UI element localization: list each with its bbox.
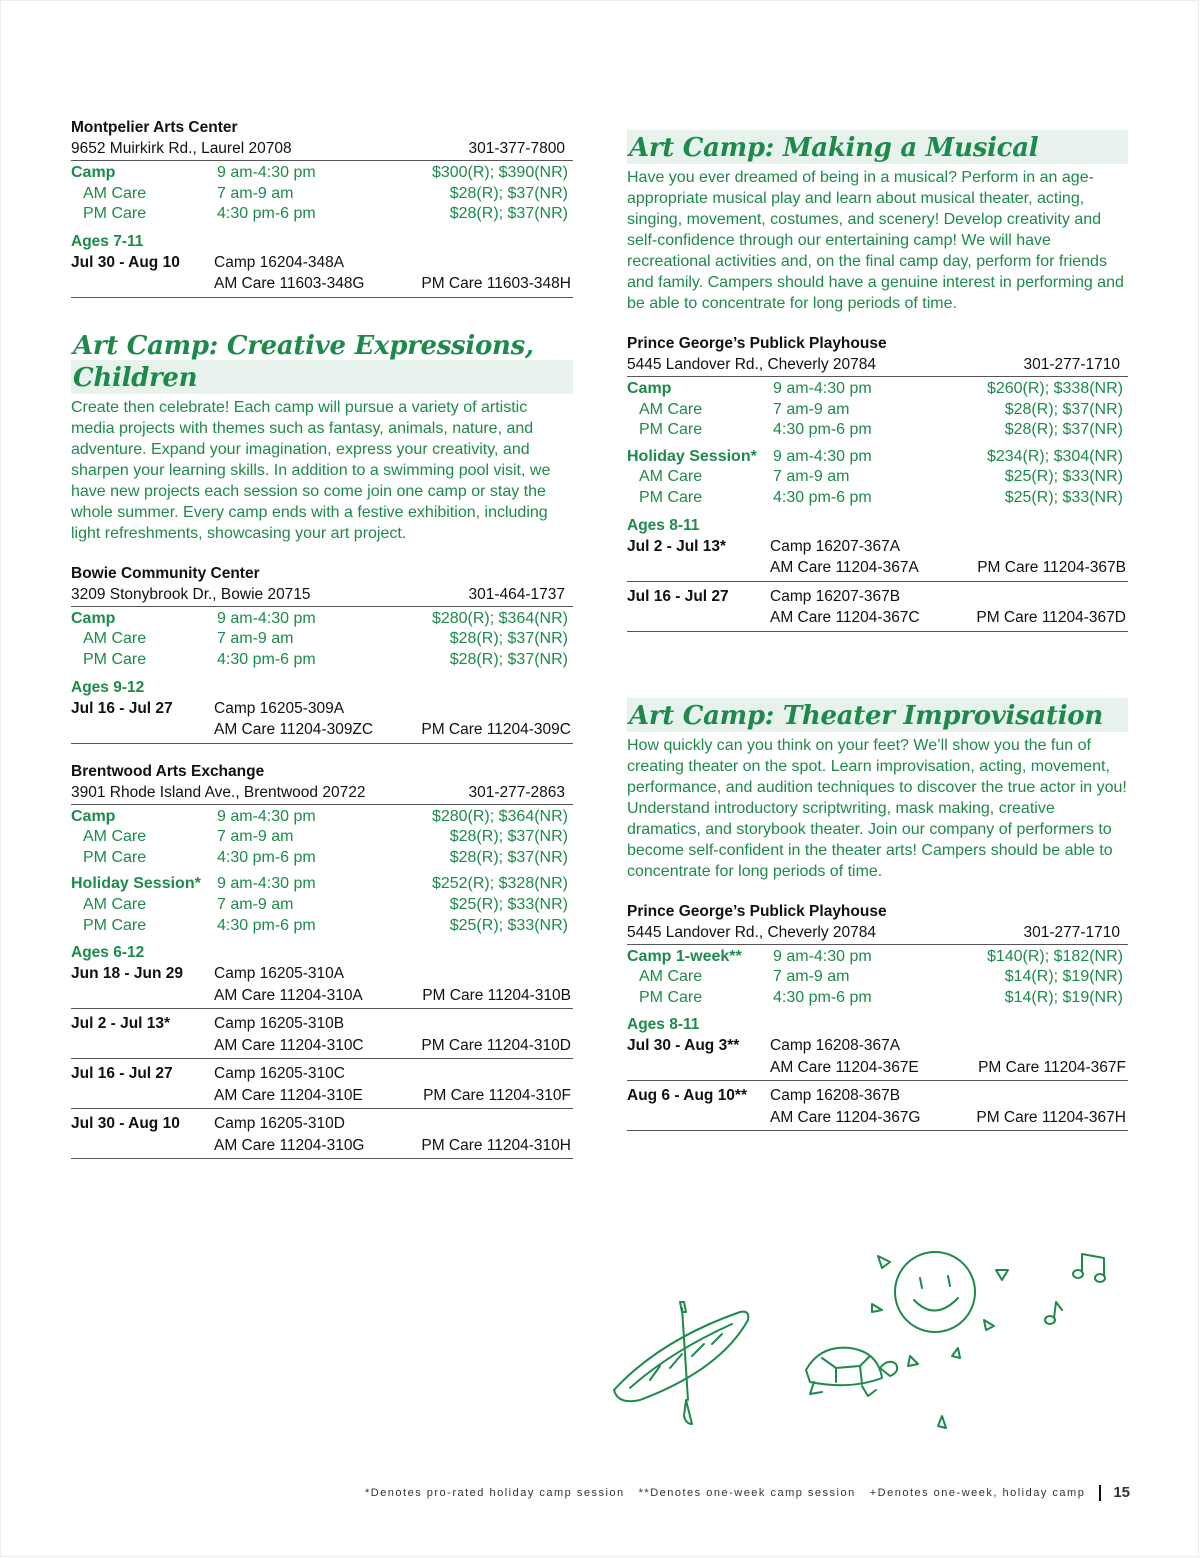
schedule-row (71, 204, 573, 225)
session-block (627, 1035, 1128, 1081)
section-title: Art Camp: Making a Musical (629, 133, 1039, 163)
schedule-label: Camp 1-week** (627, 947, 742, 965)
schedule-price: $28(R); $37(NR) (449, 828, 568, 846)
session-date: Jul 16 - Jul 27 (71, 1065, 173, 1083)
schedule-table (627, 947, 1128, 1009)
schedule-label: AM Care (83, 828, 147, 846)
schedule-price: $14(R); $19(NR) (1004, 988, 1123, 1006)
schedule-time: 7 am-9 am (773, 468, 850, 486)
pm-care-code: PM Care 11204-310B (422, 986, 571, 1004)
schedule-time: 4:30 pm-6 pm (217, 916, 316, 934)
schedule-row (71, 916, 573, 937)
venue-address: 3209 Stonybrook Dr., Bowie 20715 (71, 585, 311, 603)
schedule-row (627, 967, 1128, 988)
schedule-label: PM Care (639, 421, 703, 439)
creative-expressions-section (71, 330, 573, 544)
summer-illustration (600, 1240, 1120, 1470)
footnote-one-week-holiday: +Denotes one-week, holiday camp (869, 1486, 1086, 1499)
schedule-time: 9 am-4:30 pm (773, 947, 872, 965)
session-block (71, 252, 573, 298)
schedule-row (627, 400, 1128, 421)
schedule-price: $14(R); $19(NR) (1004, 968, 1123, 986)
venue-address: 5445 Landover Rd., Cheverly 20784 (627, 923, 877, 941)
schedule-label: AM Care (83, 630, 147, 648)
schedule-label: AM Care (639, 468, 703, 486)
section-title-bar (627, 698, 1128, 732)
venue-phone: 301-377-7800 (468, 140, 565, 157)
camp-code: Camp 16208-367B (770, 1087, 901, 1105)
session-block (71, 1013, 573, 1059)
camp-code: Camp 16205-309A (214, 699, 345, 717)
making-a-musical-section (627, 130, 1128, 314)
pm-care-code: PM Care 11204-367D (976, 609, 1126, 627)
schedule-price: $300(R); $390(NR) (431, 164, 568, 181)
session-block (627, 1085, 1128, 1131)
schedule-price: $234(R); $304(NR) (986, 447, 1123, 465)
schedule-time: 4:30 pm-6 pm (217, 650, 316, 668)
schedule-label: Camp (71, 609, 116, 627)
am-care-code: AM Care 11204-310A (214, 986, 363, 1004)
schedule-label: AM Care (639, 968, 703, 986)
camp-code: Camp 16204-348A (214, 253, 345, 271)
schedule-time: 9 am-4:30 pm (217, 609, 316, 627)
schedule-time: 4:30 pm-6 pm (217, 848, 316, 866)
venue-address: 5445 Landover Rd., Cheverly 20784 (627, 356, 877, 373)
sun-icon (872, 1252, 1008, 1428)
camp-code: Camp 16205-310D (214, 1115, 345, 1133)
session-date: Aug 6 - Aug 10** (627, 1087, 747, 1105)
schedule-row (71, 650, 573, 671)
section-title: Art Camp: Theater Improvisation (629, 700, 1103, 731)
theater-improvisation-section (627, 698, 1128, 882)
section-description: Have you ever dreamed of being in a musical? Perform in an age-appropriate musical play and learn about musical theater, acting, singing, movement, costumes, and scenery! Develop creativity and self-confidence through our entertaining camp! We will have recreational activities and, on the final camp day, perform for friends and family. Campers should have a genuine interest in performing and be able to concentrate for long periods of time. (627, 169, 1124, 312)
schedule-label: AM Care (83, 184, 147, 202)
schedule-price: $25(R); $33(NR) (1004, 468, 1123, 486)
schedule-label: PM Care (83, 205, 147, 223)
schedule-time: 4:30 pm-6 pm (217, 205, 316, 223)
schedule-row (71, 827, 573, 848)
schedule-price: $28(R); $37(NR) (1004, 400, 1123, 418)
schedule-price: $140(R); $182(NR) (986, 947, 1123, 965)
schedule-price: $28(R); $37(NR) (449, 184, 568, 202)
schedule-row (627, 379, 1128, 400)
schedule-price: $28(R); $37(NR) (449, 630, 568, 648)
pm-care-code: PM Care 11204-367B (977, 559, 1126, 577)
schedule-table (627, 379, 1128, 509)
schedule-label: Holiday Session* (627, 447, 757, 465)
page-footer (300, 1484, 1130, 1501)
session-date: Jun 18 - Jun 29 (71, 965, 183, 983)
footnote-one-week: **Denotes one-week camp session (638, 1486, 856, 1499)
schedule-row (627, 420, 1128, 441)
section-title: Art Camp: Creative Expressions, Children (73, 330, 534, 393)
session-block (71, 1113, 573, 1159)
venue-phone: 301-464-1737 (468, 585, 565, 603)
am-care-code: AM Care 11204-310G (214, 1136, 365, 1154)
ages-label: Ages 6-12 (71, 944, 145, 962)
session-date: Jul 30 - Aug 3** (627, 1037, 740, 1055)
camp-code: Camp 16205-310A (214, 965, 345, 983)
section-description: How quickly can you think on your feet? We’ll show you the fun of creating theater on the spot. Learn improvisation, acting, movement, performance, and audition techniques to discover the true actor in you! Understand introductory scriptwriting, mask making, creative dramatics, and storybook theater. Join our company of performers to become self-confident in the theater arts! Campers should be able to concentrate for long periods of time. (627, 736, 1127, 880)
schedule-row (71, 848, 573, 869)
ages-label: Ages 8-11 (627, 516, 700, 534)
venue-name: Montpelier Arts Center (71, 119, 238, 136)
schedule-row (627, 988, 1128, 1009)
pm-care-code: PM Care 11603-348H (421, 275, 571, 293)
section-title-bar (71, 330, 573, 394)
schedule-time: 7 am-9 am (217, 630, 294, 648)
schedule-row (71, 895, 573, 916)
schedule-label: Holiday Session* (71, 875, 201, 893)
schedule-price: $28(R); $37(NR) (449, 848, 568, 866)
schedule-price: $28(R); $37(NR) (1004, 421, 1123, 439)
camp-code: Camp 16208-367A (770, 1037, 901, 1055)
session-date: Jul 16 - Jul 27 (71, 699, 173, 717)
pm-care-code: PM Care 11204-367H (976, 1108, 1126, 1126)
schedule-label: Camp (627, 380, 672, 397)
schedule-label: PM Care (83, 650, 147, 668)
venue-name: Bowie Community Center (71, 564, 260, 582)
schedule-row (627, 447, 1128, 468)
left-column (71, 118, 573, 1163)
ages-label: Ages 9-12 (71, 678, 145, 696)
session-block (627, 586, 1128, 632)
schedule-row (71, 874, 573, 895)
venue-address-row (71, 782, 573, 805)
pm-care-code: PM Care 11204-310H (421, 1136, 571, 1154)
pm-care-code: PM Care 11204-310D (421, 1036, 571, 1054)
ages-label: Ages 7-11 (71, 232, 144, 250)
playhouse-theater-listing (627, 902, 1128, 1132)
venue-address-row (627, 354, 1128, 377)
schedule-label: AM Care (639, 400, 703, 418)
pm-care-code: PM Care 11204-367F (978, 1058, 1126, 1076)
turtle-icon (806, 1348, 897, 1396)
session-date: Jul 2 - Jul 13* (627, 537, 727, 555)
am-care-code: AM Care 11204-310E (214, 1086, 363, 1104)
session-date: Jul 30 - Aug 10 (71, 253, 180, 271)
venue-address: 9652 Muirkirk Rd., Laurel 20708 (71, 140, 292, 157)
schedule-time: 7 am-9 am (773, 400, 850, 418)
am-care-code: AM Care 11204-367G (770, 1108, 921, 1126)
schedule-price: $280(R); $364(NR) (431, 807, 568, 825)
schedule-label: AM Care (83, 895, 147, 913)
schedule-label: Camp (71, 807, 116, 825)
schedule-row (71, 609, 573, 630)
schedule-time: 7 am-9 am (773, 968, 850, 986)
playhouse-musical-listing (627, 334, 1128, 632)
venue-address-row (71, 138, 573, 161)
pm-care-code: PM Care 11204-309C (421, 721, 571, 739)
brentwood-listing (71, 762, 573, 1160)
camp-code: Camp 16205-310B (214, 1015, 345, 1033)
schedule-price: $25(R); $33(NR) (449, 895, 568, 913)
schedule-label: PM Care (639, 988, 703, 1006)
schedule-price: $25(R); $33(NR) (449, 916, 568, 934)
am-care-code: AM Care 11603-348G (214, 275, 365, 293)
schedule-time: 4:30 pm-6 pm (773, 988, 872, 1006)
camp-code: Camp 16205-310C (214, 1065, 345, 1083)
music-notes-icon (1045, 1254, 1105, 1324)
schedule-time: 7 am-9 am (217, 184, 294, 202)
schedule-row (627, 467, 1128, 488)
schedule-price: $260(R); $338(NR) (986, 380, 1123, 397)
page-number: 15 (1113, 1484, 1130, 1501)
section-title-bar (627, 130, 1128, 164)
venue-address-row (627, 922, 1128, 945)
ages-label: Ages 8-11 (627, 1016, 700, 1034)
camp-code: Camp 16207-367A (770, 537, 901, 555)
schedule-table (71, 807, 573, 937)
pm-care-code: PM Care 11204-310F (423, 1086, 571, 1104)
schedule-row (71, 807, 573, 828)
schedule-time: 9 am-4:30 pm (773, 447, 872, 465)
right-column (627, 130, 1128, 1135)
session-date: Jul 30 - Aug 10 (71, 1115, 180, 1133)
schedule-time: 4:30 pm-6 pm (773, 421, 872, 439)
schedule-price: $280(R); $364(NR) (431, 609, 568, 627)
section-description: Create then celebrate! Each camp will pursue a variety of artistic media projects with themes such as fantasy, animals, nature, and adventure. Expand your imagination, express your creativity, and sharpen your learning skills. In addition to a swimming pool visit, we have new projects each session so come join one camp or stay the whole summer. Every camp ends with a festive exhibition, including light refreshments, showcasing your art project. (71, 398, 551, 542)
montpelier-listing (71, 118, 573, 298)
schedule-price: $25(R); $33(NR) (1004, 488, 1123, 506)
session-block (71, 698, 573, 744)
schedule-price: $252(R); $328(NR) (431, 875, 568, 893)
canoe-icon (614, 1302, 748, 1424)
am-care-code: AM Care 11204-367C (770, 609, 920, 627)
schedule-table (71, 609, 573, 671)
schedule-row (627, 488, 1128, 509)
schedule-row (71, 184, 573, 205)
am-care-code: AM Care 11204-309ZC (214, 721, 374, 739)
bowie-listing (71, 564, 573, 744)
venue-phone: 301-277-1710 (1023, 356, 1120, 373)
venue-name: Prince George’s Publick Playhouse (627, 902, 887, 920)
venue-name: Prince George’s Publick Playhouse (627, 335, 887, 352)
venue-address-row (71, 584, 573, 607)
schedule-label: Camp (71, 164, 116, 181)
venue-phone: 301-277-1710 (1023, 923, 1120, 941)
session-block (71, 1063, 573, 1109)
schedule-time: 4:30 pm-6 pm (773, 488, 872, 506)
footnote-holiday: *Denotes pro-rated holiday camp session (364, 1486, 625, 1499)
session-block (627, 536, 1128, 582)
schedule-price: $28(R); $37(NR) (449, 205, 568, 223)
schedule-time: 7 am-9 am (217, 895, 294, 913)
schedule-time: 9 am-4:30 pm (217, 875, 316, 893)
am-care-code: AM Care 11204-310C (214, 1036, 364, 1054)
am-care-code: AM Care 11204-367E (770, 1058, 919, 1076)
schedule-time: 9 am-4:30 pm (217, 164, 316, 181)
venue-address: 3901 Rhode Island Ave., Brentwood 20722 (71, 783, 366, 801)
session-date: Jul 2 - Jul 13* (71, 1015, 171, 1033)
am-care-code: AM Care 11204-367A (770, 559, 919, 577)
schedule-row (627, 947, 1128, 968)
venue-phone: 301-277-2863 (468, 783, 565, 801)
schedule-label: PM Care (83, 848, 147, 866)
schedule-label: PM Care (639, 488, 703, 506)
schedule-row (71, 163, 573, 184)
footer-divider (1099, 1485, 1101, 1501)
session-date: Jul 16 - Jul 27 (627, 587, 729, 605)
session-block (71, 963, 573, 1009)
schedule-table (71, 163, 573, 225)
venue-name: Brentwood Arts Exchange (71, 762, 265, 780)
schedule-time: 9 am-4:30 pm (773, 380, 872, 397)
schedule-row (71, 629, 573, 650)
schedule-time: 9 am-4:30 pm (217, 807, 316, 825)
schedule-price: $28(R); $37(NR) (449, 650, 568, 668)
schedule-label: PM Care (83, 916, 147, 934)
schedule-time: 7 am-9 am (217, 828, 294, 846)
camp-code: Camp 16207-367B (770, 587, 901, 605)
